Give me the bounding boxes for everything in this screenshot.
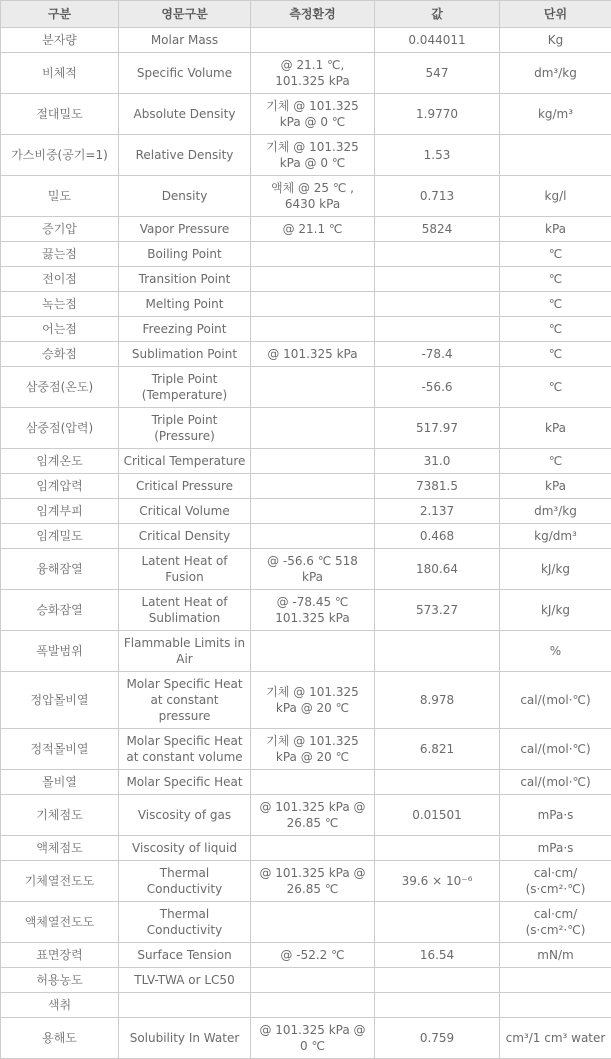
table-cell: Melting Point (119, 292, 251, 317)
table-row (1, 549, 611, 590)
table-cell: cal/(mol·℃) (500, 672, 611, 729)
table-cell (251, 836, 375, 861)
table-cell: ℃ (500, 367, 611, 408)
table-cell (375, 631, 500, 672)
table-cell: 1.53 (375, 135, 500, 176)
column-header-unit: 단위 (500, 1, 611, 28)
table-cell: Solubility In Water (119, 1018, 251, 1059)
table-row (1, 770, 611, 795)
table-row (1, 524, 611, 549)
table-cell: 기체 @ 101.325 kPa @ 20 ℃ (251, 729, 375, 770)
table-row (1, 631, 611, 672)
table-row (1, 94, 611, 135)
table-cell: Viscosity of gas (119, 795, 251, 836)
table-cell: ℃ (500, 342, 611, 367)
table-row (1, 836, 611, 861)
table-cell: 어는점 (1, 317, 119, 342)
table-cell: 517.97 (375, 408, 500, 449)
table-cell: kg/dm³ (500, 524, 611, 549)
table-cell: 39.6 × 10⁻⁶ (375, 861, 500, 902)
table-cell: % (500, 631, 611, 672)
table-row (1, 993, 611, 1018)
table-row (1, 267, 611, 292)
table-row (1, 590, 611, 631)
table-cell: 기체 @ 101.325 kPa @ 0 ℃ (251, 94, 375, 135)
table-cell: 2.137 (375, 499, 500, 524)
table-cell: Latent Heat of Fusion (119, 549, 251, 590)
column-header-measurement-environment: 측정환경 (251, 1, 375, 28)
table-cell: 0.713 (375, 176, 500, 217)
table-cell (375, 993, 500, 1018)
table-row (1, 317, 611, 342)
table-cell: 0.044011 (375, 28, 500, 53)
table-cell (251, 408, 375, 449)
table-cell (251, 993, 375, 1018)
table-row (1, 474, 611, 499)
table-cell: 삼중점(온도) (1, 367, 119, 408)
table-cell: Density (119, 176, 251, 217)
table-row (1, 217, 611, 242)
table-cell: kPa (500, 408, 611, 449)
column-header-english-category: 영문구분 (119, 1, 251, 28)
table-row (1, 292, 611, 317)
table-cell: @ 21.1 ℃ (251, 217, 375, 242)
table-cell: @ 101.325 kPa (251, 342, 375, 367)
table-cell: 31.0 (375, 449, 500, 474)
table-cell: kJ/kg (500, 549, 611, 590)
property-table-body (1, 28, 611, 1059)
table-cell: Molar Specific Heat (119, 770, 251, 795)
table-cell: Molar Mass (119, 28, 251, 53)
table-cell: Molar Specific Heat at constant volume (119, 729, 251, 770)
table-cell (500, 993, 611, 1018)
table-row (1, 367, 611, 408)
table-cell: Flammable Limits in Air (119, 631, 251, 672)
table-cell: 573.27 (375, 590, 500, 631)
table-cell: 폭발범위 (1, 631, 119, 672)
table-cell: 16.54 (375, 943, 500, 968)
table-row (1, 449, 611, 474)
table-cell: Transition Point (119, 267, 251, 292)
table-cell: ℃ (500, 317, 611, 342)
table-row (1, 902, 611, 943)
table-cell (375, 242, 500, 267)
table-cell: @ 101.325 kPa @ 26.85 ℃ (251, 795, 375, 836)
table-cell: 임계밀도 (1, 524, 119, 549)
table-cell: @ 21.1 ℃, 101.325 kPa (251, 53, 375, 94)
table-cell: 정적몰비열 (1, 729, 119, 770)
table-cell: dm³/kg (500, 499, 611, 524)
table-cell: Critical Temperature (119, 449, 251, 474)
table-cell: kJ/kg (500, 590, 611, 631)
table-cell: mPa·s (500, 795, 611, 836)
table-cell: ℃ (500, 242, 611, 267)
table-cell (251, 267, 375, 292)
table-cell: 8.978 (375, 672, 500, 729)
table-cell: cal·cm/ (s·cm²·℃) (500, 902, 611, 943)
table-cell: 전이점 (1, 267, 119, 292)
table-row (1, 861, 611, 902)
table-cell: Sublimation Point (119, 342, 251, 367)
table-cell: 0.759 (375, 1018, 500, 1059)
table-cell: kg/m³ (500, 94, 611, 135)
table-row (1, 499, 611, 524)
table-cell: Latent Heat of Sublimation (119, 590, 251, 631)
table-cell: Surface Tension (119, 943, 251, 968)
table-cell: 증기압 (1, 217, 119, 242)
table-row (1, 943, 611, 968)
table-cell: @ -56.6 ℃ 518 kPa (251, 549, 375, 590)
table-cell: cal·cm/ (s·cm²·℃) (500, 861, 611, 902)
table-cell: 547 (375, 53, 500, 94)
table-cell: 1.9770 (375, 94, 500, 135)
table-cell: 임계부피 (1, 499, 119, 524)
table-cell: 6.821 (375, 729, 500, 770)
table-cell: 액체점도 (1, 836, 119, 861)
table-cell: 삼중점(압력) (1, 408, 119, 449)
table-cell: ℃ (500, 292, 611, 317)
table-cell: dm³/kg (500, 53, 611, 94)
table-cell: Kg (500, 28, 611, 53)
table-cell (251, 631, 375, 672)
table-cell (251, 367, 375, 408)
table-cell: 정압몰비열 (1, 672, 119, 729)
table-cell: @ -78.45 ℃ 101.325 kPa (251, 590, 375, 631)
table-cell: 융해잠열 (1, 549, 119, 590)
table-cell: 기체 @ 101.325 kPa @ 0 ℃ (251, 135, 375, 176)
table-cell: -56.6 (375, 367, 500, 408)
table-cell: 몰비열 (1, 770, 119, 795)
table-cell: 임계압력 (1, 474, 119, 499)
table-cell: Boiling Point (119, 242, 251, 267)
table-cell: 색취 (1, 993, 119, 1018)
table-row (1, 408, 611, 449)
table-row (1, 795, 611, 836)
table-cell: kPa (500, 474, 611, 499)
table-cell: Triple Point (Pressure) (119, 408, 251, 449)
table-cell: 0.468 (375, 524, 500, 549)
table-cell: Thermal Conductivity (119, 861, 251, 902)
table-cell: 0.01501 (375, 795, 500, 836)
table-cell: 밀도 (1, 176, 119, 217)
table-cell: 용해도 (1, 1018, 119, 1059)
table-cell: @ -52.2 ℃ (251, 943, 375, 968)
table-row (1, 729, 611, 770)
table-row (1, 968, 611, 993)
table-cell: Triple Point (Temperature) (119, 367, 251, 408)
table-cell: ℃ (500, 267, 611, 292)
table-cell: Critical Pressure (119, 474, 251, 499)
table-row (1, 135, 611, 176)
table-cell: 절대밀도 (1, 94, 119, 135)
table-cell (251, 499, 375, 524)
table-cell: 기체 @ 101.325 kPa @ 20 ℃ (251, 672, 375, 729)
table-cell: -78.4 (375, 342, 500, 367)
table-cell (251, 968, 375, 993)
table-cell: mN/m (500, 943, 611, 968)
table-cell: 분자량 (1, 28, 119, 53)
table-cell: Specific Volume (119, 53, 251, 94)
table-cell: 7381.5 (375, 474, 500, 499)
table-row (1, 342, 611, 367)
table-cell: Thermal Conductivity (119, 902, 251, 943)
table-cell: @ 101.325 kPa @ 0 ℃ (251, 1018, 375, 1059)
table-cell: 가스비중(공기=1) (1, 135, 119, 176)
table-cell: 비체적 (1, 53, 119, 94)
table-row (1, 242, 611, 267)
table-cell: 승화점 (1, 342, 119, 367)
table-cell: 임계온도 (1, 449, 119, 474)
table-cell (251, 317, 375, 342)
table-cell (251, 474, 375, 499)
table-row (1, 53, 611, 94)
table-cell (375, 902, 500, 943)
table-row (1, 176, 611, 217)
table-cell (251, 524, 375, 549)
table-row (1, 1018, 611, 1059)
header-row (1, 1, 611, 28)
table-cell: 5824 (375, 217, 500, 242)
table-cell (375, 317, 500, 342)
table-cell: mPa·s (500, 836, 611, 861)
table-cell (375, 968, 500, 993)
column-header-value: 값 (375, 1, 500, 28)
table-cell: 기체점도 (1, 795, 119, 836)
table-cell: Critical Volume (119, 499, 251, 524)
table-cell: Relative Density (119, 135, 251, 176)
table-cell: TLV-TWA or LC50 (119, 968, 251, 993)
table-cell: 승화잠열 (1, 590, 119, 631)
table-cell (251, 902, 375, 943)
table-cell: kg/l (500, 176, 611, 217)
table-cell: cal/(mol·℃) (500, 770, 611, 795)
table-cell: 액체열전도도 (1, 902, 119, 943)
table-cell: Freezing Point (119, 317, 251, 342)
table-cell (375, 292, 500, 317)
table-cell: cm³/1 cm³ water (500, 1018, 611, 1059)
table-cell: @ 101.325 kPa @ 26.85 ℃ (251, 861, 375, 902)
table-cell (375, 836, 500, 861)
table-cell: cal/(mol·℃) (500, 729, 611, 770)
table-cell: ℃ (500, 449, 611, 474)
table-cell: 녹는점 (1, 292, 119, 317)
table-cell: 기체열전도도 (1, 861, 119, 902)
table-cell (500, 135, 611, 176)
table-cell (251, 292, 375, 317)
column-header-category: 구분 (1, 1, 119, 28)
table-cell (375, 267, 500, 292)
table-cell (375, 770, 500, 795)
table-row (1, 672, 611, 729)
table-cell: Vapor Pressure (119, 217, 251, 242)
table-cell: Absolute Density (119, 94, 251, 135)
table-cell: kPa (500, 217, 611, 242)
table-row (1, 28, 611, 53)
table-cell (251, 449, 375, 474)
table-cell (251, 242, 375, 267)
table-cell: 허용농도 (1, 968, 119, 993)
table-cell (251, 28, 375, 53)
table-cell: Viscosity of liquid (119, 836, 251, 861)
table-cell (500, 968, 611, 993)
table-cell: 액체 @ 25 ℃ , 6430 kPa (251, 176, 375, 217)
table-cell: Critical Density (119, 524, 251, 549)
table-cell (119, 993, 251, 1018)
table-cell: 180.64 (375, 549, 500, 590)
table-cell: 끓는점 (1, 242, 119, 267)
table-cell: Molar Specific Heat at constant pressure (119, 672, 251, 729)
table-cell: 표면장력 (1, 943, 119, 968)
table-cell (251, 770, 375, 795)
